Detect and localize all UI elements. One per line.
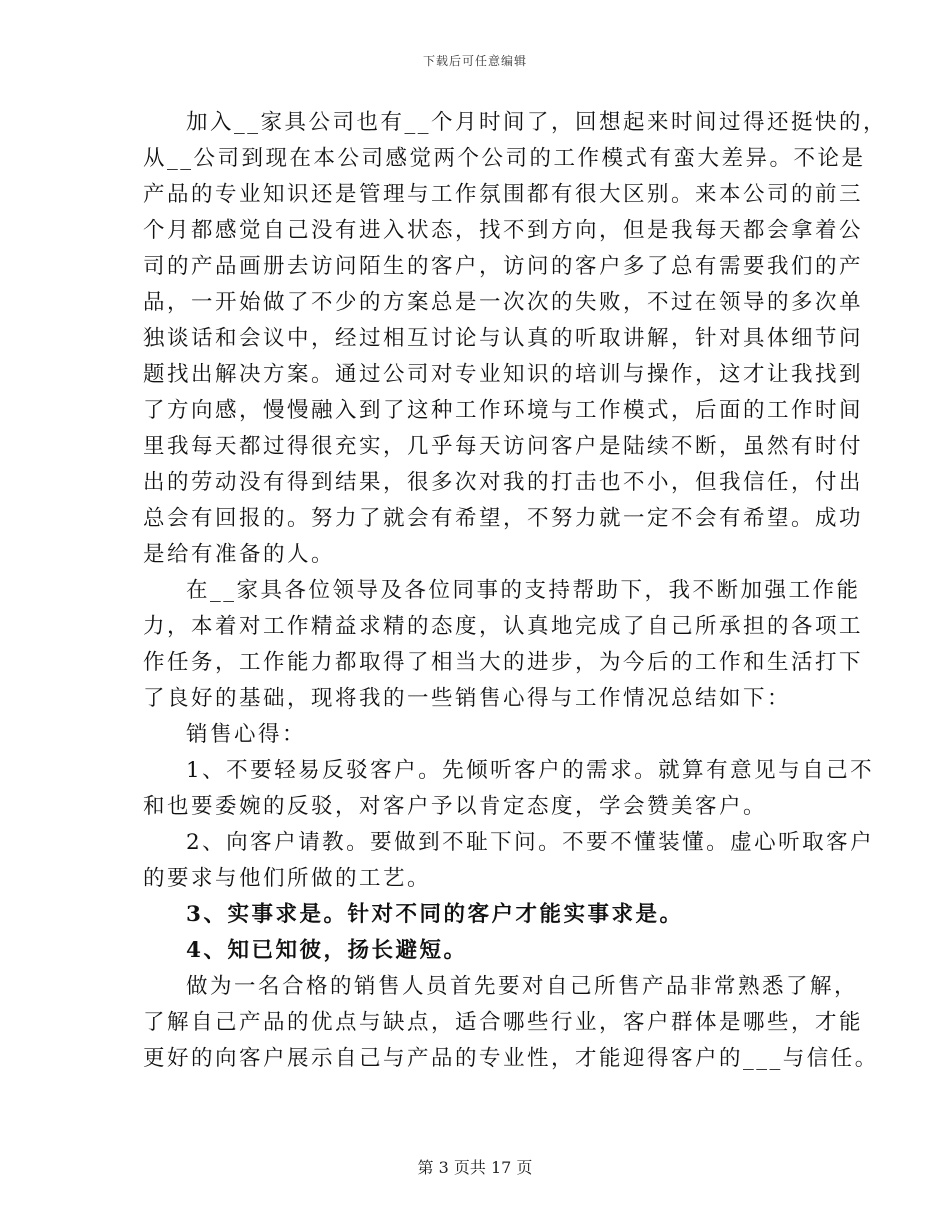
text-line: 做为一名合格的销售人员首先要对自己所售产品非常熟悉了解， <box>186 974 859 999</box>
text-line: 独谈话和会议中，经过相互讨论与认真的听取讲解，针对具体细节问 <box>143 326 864 351</box>
text-line: 的要求与他们所做的工艺。 <box>143 866 432 891</box>
text-line: 3、实事求是。针对不同的客户才能实事求是。 <box>186 902 684 927</box>
text-line: 销售心得： <box>186 722 307 747</box>
text-line: 了解自己产品的优点与缺点，适合哪些行业，客户群体是哪些，才能 <box>143 1010 864 1035</box>
text-line: 从__公司到现在本公司感觉两个公司的工作模式有蛮大差异。不论是 <box>143 146 866 171</box>
list-item-1 <box>143 753 875 825</box>
page-footer: 第 3 页共 17 页 <box>417 1158 533 1177</box>
text-line: 4、知已知彼，扬长避短。 <box>186 938 468 963</box>
document-body <box>143 105 888 1077</box>
text-line: 加入__家具公司也有__个月时间了，回想起来时间过得还挺快的， <box>186 110 888 135</box>
text-line: 1、不要轻易反驳客户。先倾听客户的需求。就算有意见与自己不 <box>186 758 875 783</box>
section-heading-sales-insights <box>143 717 808 753</box>
text-line: 题找出解决方案。通过公司对专业知识的培训与操作，这才让我找到 <box>143 362 864 387</box>
text-line: 司的产品画册去访问陌生的客户，访问的客户多了总有需要我们的产 <box>143 254 864 279</box>
text-line: 力，本着对工作精益求精的态度，认真地完成了自己所承担的各项工 <box>143 614 864 639</box>
text-line: 里我每天都过得很充实，几乎每天访问客户是陆续不断，虽然有时付 <box>143 434 864 459</box>
paragraph-salesperson <box>143 969 879 1077</box>
text-line: 更好的向客户展示自己与产品的专业性，才能迎得客户的___与信任。 <box>143 1046 879 1071</box>
text-line: 了方向感，慢慢融入到了这种工作环境与工作模式，后面的工作时间 <box>143 398 864 423</box>
text-line: 是给有准备的人。 <box>143 542 336 567</box>
text-line: 个月都感觉自己没有进入状态，找不到方向，但是我每天都会拿着公 <box>143 218 864 243</box>
page-header: 下载后可任意编辑 <box>422 54 527 68</box>
paragraph-intro <box>143 105 888 573</box>
text-line: 在__家具各位领导及各位同事的支持帮助下，我不断加强工作能 <box>186 578 861 603</box>
text-line: 2、向客户请教。要做到不耻下问。不要不懂装懂。虚心听取客户 <box>186 830 875 855</box>
paragraph-support <box>143 573 864 717</box>
text-line: 产品的专业知识还是管理与工作氛围都有很大区别。来本公司的前三 <box>143 182 864 207</box>
list-item-3 <box>143 897 808 933</box>
text-line: 品，一开始做了不少的方案总是一次次的失败，不过在领导的多次单 <box>143 290 864 315</box>
text-line: 和也要委婉的反驳，对客户予以肯定态度，学会赞美客户。 <box>143 794 768 819</box>
list-item-2 <box>143 825 875 897</box>
text-line: 出的劳动没有得到结果，很多次对我的打击也不小，但我信任，付出 <box>143 470 864 495</box>
list-item-4 <box>143 933 808 969</box>
text-line: 作任务，工作能力都取得了相当大的进步，为今后的工作和生活打下 <box>143 650 864 675</box>
text-line: 总会有回报的。努力了就会有希望，不努力就一定不会有希望。成功 <box>143 506 864 531</box>
text-line: 了良好的基础，现将我的一些销售心得与工作情况总结如下： <box>143 686 792 711</box>
